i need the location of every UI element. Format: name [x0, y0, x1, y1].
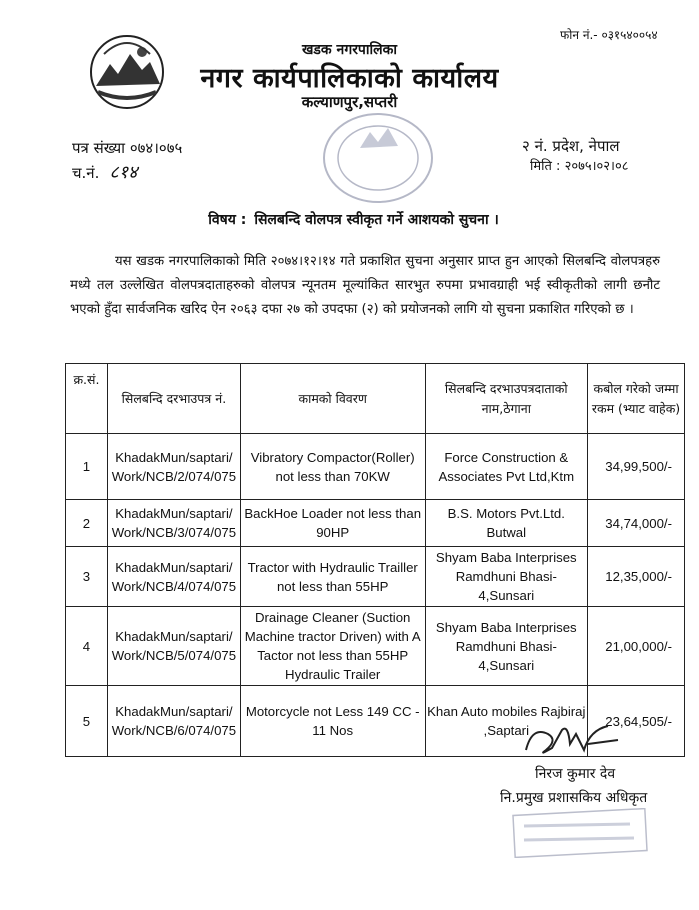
cell-amount: 21,00,000/-: [588, 607, 685, 686]
cell-work: BackHoe Loader not less than 90HP: [240, 500, 425, 547]
header-work: कामको विवरण: [240, 364, 425, 434]
cell-amount: 23,64,505/-: [588, 686, 685, 757]
cell-sn: 4: [66, 607, 108, 686]
cell-sn: 1: [66, 434, 108, 500]
cell-bid-no: KhadakMun/saptari/ Work/NCB/6/074/075: [107, 686, 240, 757]
letter-reference: पत्र संख्या ०७४।०७५: [72, 139, 183, 157]
office-address: कल्याणपुर,सप्तरी: [301, 93, 398, 111]
cell-bidder: Shyam Baba Interprises Ramdhuni Bhasi- 4,Sunsari: [425, 607, 588, 686]
office-seal-stamp: [318, 108, 438, 208]
dispatch-number: [72, 160, 137, 184]
cell-bidder: B.S. Motors Pvt.Ltd. Butwal: [425, 500, 588, 547]
cell-bid-no: KhadakMun/saptari/ Work/NCB/2/074/075: [107, 434, 240, 500]
dispatch-number-value: ८१४: [109, 162, 138, 183]
office-name: खडक नगरपालिका: [301, 42, 398, 58]
handwritten-signature: [518, 720, 638, 766]
table-row: [66, 434, 685, 500]
cell-bidder: Khan Auto mobiles Rajbiraj ,Saptari: [425, 686, 588, 757]
bid-results-table: [65, 363, 685, 757]
cell-sn: 2: [66, 500, 108, 547]
cell-work: Motorcycle not Less 149 CC - 11 Nos: [240, 686, 425, 757]
cell-bidder: Shyam Baba Interprises Ramdhuni Bhasi- 4,Sunsari: [425, 547, 588, 607]
cell-bid-no: KhadakMun/saptari/ Work/NCB/5/074/075: [107, 607, 240, 686]
cell-bid-no: KhadakMun/saptari/ Work/NCB/4/074/075: [107, 547, 240, 607]
signatory-title: नि.प्रमुख प्रशासकिय अधिकृत: [500, 790, 648, 806]
letter-date: मिति : २०७५।०२।०८: [530, 159, 629, 174]
cell-amount: 34,74,000/-: [588, 500, 685, 547]
cell-bidder: Force Construction & Associates Pvt Ltd,Ktm: [425, 434, 588, 500]
dispatch-number-label: च.नं.: [72, 164, 100, 182]
cell-work: Drainage Cleaner (Suction Machine tractor Driven) with A Tactor not less than 55HP Hydraulic Trailer: [240, 607, 425, 686]
cell-amount: 12,35,000/-: [588, 547, 685, 607]
header-bid-no: सिलबन्दि दरभाउपत्र नं.: [107, 364, 240, 434]
header-bidder: सिलबन्दि दरभाउपत्रदाताको नाम,ठेगाना: [425, 364, 588, 434]
cell-work: Tractor with Hydraulic Trailler not less than 55HP: [240, 547, 425, 607]
phone-number: फोन नं.- ०३१५४००५४: [560, 28, 658, 42]
signatory-name: निरज कुमार देव: [535, 766, 616, 782]
subject-label: विषय :: [208, 212, 247, 228]
cell-sn: 5: [66, 686, 108, 757]
table-row: [66, 607, 685, 686]
office-main-title: नगर कार्यपालिकाको कार्यालय: [200, 63, 499, 94]
cell-sn: 3: [66, 547, 108, 607]
notice-body: यस खडक नगरपालिकाको मिति २०७४।१२।१४ गते प्रकाशित सुचना अनुसार प्राप्त हुन आएको सिलबन्दि वोलपत्रहरु मध्ये तल उल्लेखित वोलपत्रदाताहरुको वोलपत्र न्यूनतम मूल्यांकित सारभुत रुपमा प्रभावग्राही भई स्वीकृतीको लागी छनौट भएको हुँदा सार्वजनिक खरिद ऐन २०६३ दफा २७ को उपदफा (२) को प्रयोजनको लागि यो सुचना प्रकाशित गरिएको छ ।: [70, 254, 660, 317]
official-stamp: [510, 808, 650, 858]
cell-bid-no: KhadakMun/saptari/ Work/NCB/3/074/075: [107, 500, 240, 547]
table-row: [66, 547, 685, 607]
header-amount: कबोल गरेको जम्मा रकम (भ्याट वाहेक): [588, 364, 685, 434]
header-sn: क्र.सं.: [66, 364, 108, 434]
subject-text: सिलबन्दि वोलपत्र स्वीकृत गर्ने आशयको सुचना ।: [254, 212, 499, 228]
subject-line: [0, 210, 699, 229]
cell-amount: 34,99,500/-: [588, 434, 685, 500]
table-row: [66, 500, 685, 547]
province-label: २ नं. प्रदेश, नेपाल: [522, 137, 620, 155]
table-header-row: [66, 364, 685, 434]
cell-work: Vibratory Compactor(Roller) not less than 70KW: [240, 434, 425, 500]
